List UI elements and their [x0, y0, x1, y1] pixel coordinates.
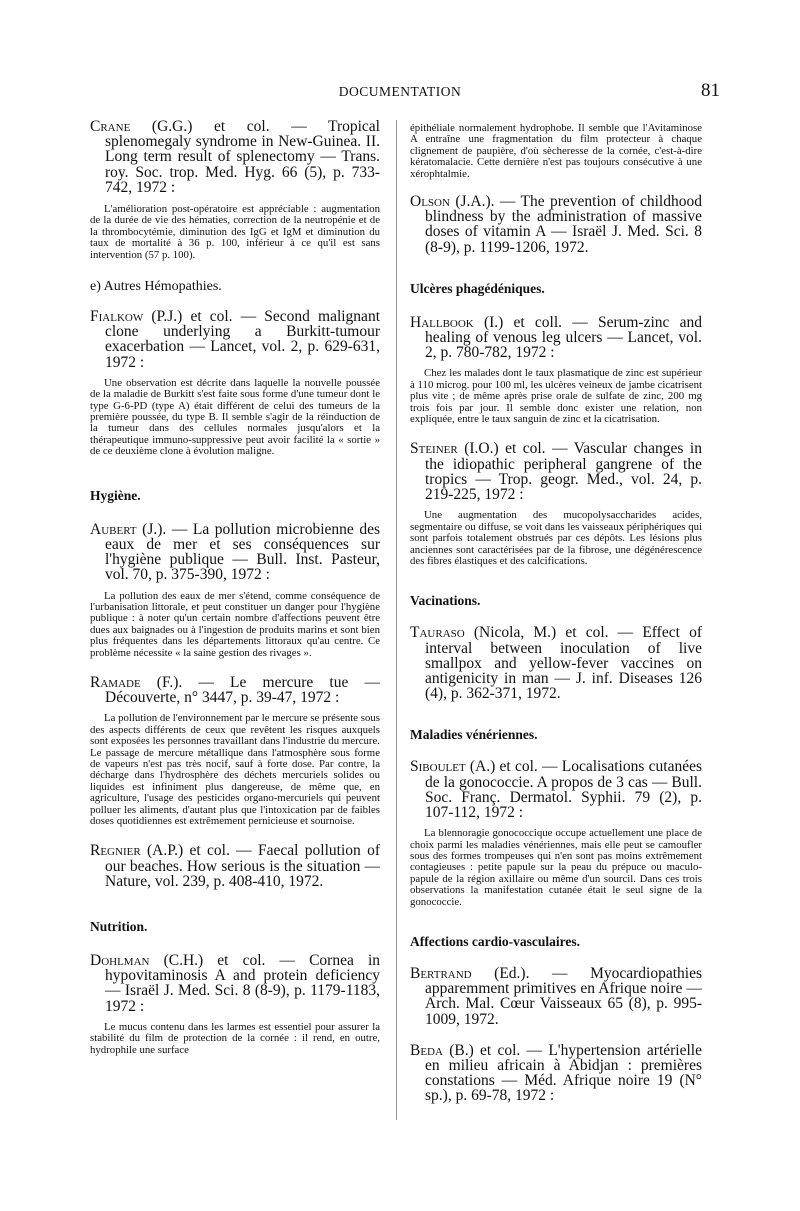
author-name: Siboulet — [410, 758, 466, 776]
section-heading-maladies: Maladies vénériennes. — [410, 727, 538, 743]
right-column — [410, 119, 702, 1104]
citation-text: (I.O.) et col. — Vascular changes in the idiopathic peripheral gangrene of the tropics — Trop. geogr. Med., vol. 24, p. 219-225, 1972 : — [425, 440, 702, 504]
citation-text: (F.). — Le mercure tue — Découverte, n° 3447, p. 39-47, 1972 : — [105, 673, 380, 707]
citation-text: (A.P.) et col. — Faecal pollution of our beaches. How serious is the situation — Nature, vol. 239, p. 408-410, 1972. — [105, 842, 380, 890]
abstract: Chez les malades dont le taux plasmatique de zinc est supérieur à 110 microg. pour 100 ml, les ulcères veineux de jambe cicatrisent plus vite ; de même après prise orale de sulfate de zinc, 200 mg trois fois par jour. Il semble donc exister une relation, non expliquée, entre le taux sanguin de zinc et la cicatrisation. — [410, 367, 702, 426]
entry-fialkow — [90, 309, 380, 458]
author-name: Steiner — [410, 440, 458, 458]
section-heading-affections: Affections cardio-vasculaires. — [410, 934, 580, 949]
entry-hallbook — [410, 315, 702, 426]
entry-bertrand — [410, 966, 702, 1027]
citation — [410, 966, 702, 1027]
section-heading-hygiene: Hygiène. — [90, 487, 141, 503]
entry-steiner — [410, 441, 702, 567]
entry-siboulet — [410, 759, 702, 908]
citation — [90, 675, 380, 705]
citation-text: (P.J.) et col. — Second malignant clone underlying a Burkitt-tumour exacerbation — Lancet, vol. 2, p. 629-631, 1972 : — [105, 308, 380, 371]
citation-text: (C.H.) et col. — Cornea in hypovitaminosis A and protein deficiency — Israël J. Med. Sci. 8 (8-9), p. 1179-1183, 1972 : — [105, 952, 380, 1015]
section-heading-ulceres: Ulcères phagédéniques. — [410, 280, 545, 296]
abstract: La blennoragie gonococcique occupe actuellement une place de choix parmi les maladies vénériennes, mais elle peut se camoufler sous des formes trompeuses qui n'en sont pas moins extrêmement contagieuses : petite papule sur la peau du prépuce ou maculo-papule de la région axillaire ou même d'un sourcil. Dans ces trois observations la manifestation cutanée était le seul signe de la gonococcie. — [410, 827, 702, 908]
entry-regnier — [90, 843, 380, 889]
author-name: Aubert — [90, 520, 137, 538]
citation-text: (Nicola, M.) et col. — Effect of interval between inoculation of live smallpox and yellow-fever vaccines on antigenicity in man — J. inf. Diseases 126 (4), p. 362-371, 1972. — [425, 624, 702, 703]
author-name: Dohlman — [90, 952, 150, 970]
citation — [90, 953, 380, 1014]
left-column — [90, 119, 380, 1056]
citation — [410, 194, 702, 255]
entry-crane — [90, 119, 380, 261]
citation — [410, 1043, 702, 1104]
citation — [90, 843, 380, 889]
citation-text: (J.A.). — The prevention of childhood blindness by the administration of massive doses of vitamin A — Israël J. Med. Sci. 8 (8-9), p. 1199-1206, 1972. — [425, 193, 702, 256]
abstract: La pollution de l'environnement par le mercure se présente sous des aspects différents de ceux que revêtent les risques auxquels sont exposées les personnes travaillant dans l'industrie du mercure. Le passage de mercure métallique dans l'atmosphère sous forme de vapeurs n'est pas très nocif, sauf à forte dose. Par contre, la décharge dans l'hydrosphère des déchets mercuriels solides ou liquides est infiniment plus dangereuse, de même que, en agriculture, l'usage des pesticides organo-mercuriels qui peuvent polluer les aliments, d'autant plus que l'intoxication par de faibles doses quotidiennes est extrêmement pernicieuse et sournoise. — [90, 712, 380, 828]
author-name: Regnier — [90, 842, 141, 860]
citation-text: (Ed.). — Myocardiopathies apparemment primitives en Afrique noire — Arch. Mal. Cœur Vaisseaux 65 (8), p. 995-1009, 1972. — [425, 965, 702, 1028]
abstract-continuation: épithéliale normalement hydrophobe. Il semble que l'Avitaminose A entraîne une fragmentation du film protecteur à chaque clignement de paupière, d'où sècheresse de la cornée, c'est-à-dire kératomalacie. Cette dernière n'est pas toujours consécutive à une xérophtalmie. — [410, 122, 702, 180]
citation — [90, 522, 380, 583]
author-name: Tauraso — [410, 624, 465, 642]
abstract: Une augmentation des mucopolysaccharides acides, segmentaire ou diffuse, se voit dans les vaisseaux périphériques qui sont parfois totalement obstrués par ces dépôts. Les lésions plus anciennes sont caractérisées par de la fibrose, une dégénérescence des fibres élastiques et des calcifications. — [410, 509, 702, 567]
author-name: Beda — [410, 1041, 443, 1059]
citation — [410, 315, 702, 361]
page-number: 81 — [701, 80, 720, 101]
author-name: Ramade — [90, 673, 141, 691]
citation — [90, 119, 380, 195]
section-heading-vacinations: Vacinations. — [410, 593, 481, 609]
author-name: Crane — [90, 118, 131, 135]
abstract: L'amélioration post-opératoire est appréciable : augmentation de la durée de vie des hématies, correction de la neutropénie et de la thrombocytémie, diminution des IgG et IgM et diminution du taux de mortalité à 36 p. 100, inférieur à ce qu'il est sans intervention (57 p. 100). — [90, 203, 380, 261]
running-header: DOCUMENTATION — [338, 84, 462, 99]
column-divider — [396, 120, 397, 1120]
author-name: Olson — [410, 193, 450, 211]
entry-ramade — [90, 675, 380, 827]
abstract: La pollution des eaux de mer s'étend, comme conséquence de l'urbanisation littorale, et peut constituer un danger pour l'hygiène publique : à noter qu'un certain nombre d'affections peuvent être dues aux baignades ou à l'ingestion de produits marins et sont bien plus fréquentes dans les départements littoraux qu'au centre. Ce problème nécessite « la saine gestion des rivages ». — [90, 589, 380, 659]
citation-text: (I.) et coll. — Serum-zinc and healing of venous leg ulcers — Lancet, vol. 2, p. 780-782, 1972 : — [425, 313, 702, 362]
author-name: Fialkow — [90, 308, 144, 326]
citation-text: (J.). — La pollution microbienne des eaux de mer et ses conséquences sur l'hygiène publique — Bull. Inst. Pasteur, vol. 70, p. 375-390, 1972 : — [105, 520, 380, 584]
citation-text: (B.) et col. — L'hypertension artérielle en milieu africain à Abidjan : premières constations — Méd. Afrique noire 19 (N° sp.), p. 69-78, 1972 : — [425, 1041, 702, 1105]
abstract: Le mucus contenu dans les larmes est essentiel pour assurer la stabilité du film de protection de la cornée : il rend, en outre, hydrophile une surface — [90, 1020, 380, 1056]
abstract: Une observation est décrite dans laquelle la nouvelle poussée de la maladie de Burkitt s'est faite sous forme d'une tumeur dont le type G-6-PD (type A) était différent de celui des tumeurs de la première poussée, du type B. Il semble s'agir de la réinduction de la tumeur dans des cellules normales jusqu'alors et la thérapeutique immuno-suppressive peut avoir facilité la « sortie » de ce deuxième clone à évolution maligne. — [90, 376, 380, 458]
entry-dohlman — [90, 953, 380, 1056]
section-heading-nutrition: Nutrition. — [90, 919, 148, 935]
entry-olson — [410, 194, 702, 255]
author-name: Bertrand — [410, 965, 472, 982]
citation — [410, 441, 702, 502]
citation — [410, 625, 702, 701]
citation — [410, 759, 702, 820]
citation — [90, 309, 380, 370]
author-name: Hallbook — [410, 313, 474, 331]
entry-aubert — [90, 522, 380, 659]
citation-text: (A.) et col. — Localisations cutanées de la gonococcie. A propos de 3 cas — Bull. Soc. Franç. Dermatol. Syphii. 79 (2), p. 107-112, 1972 : — [425, 758, 702, 821]
entry-beda — [410, 1043, 702, 1104]
section-heading-autres: e) Autres Hémopathies. — [90, 279, 222, 295]
entry-tauraso — [410, 625, 702, 701]
citation-text: (G.G.) et col. — Tropical splenomegaly syndrome in New-Guinea. II. Long term result of splenectomy — Trans. roy. Soc. trop. Med. Hyg. 66 (5), p. 733-742, 1972 : — [105, 118, 380, 196]
